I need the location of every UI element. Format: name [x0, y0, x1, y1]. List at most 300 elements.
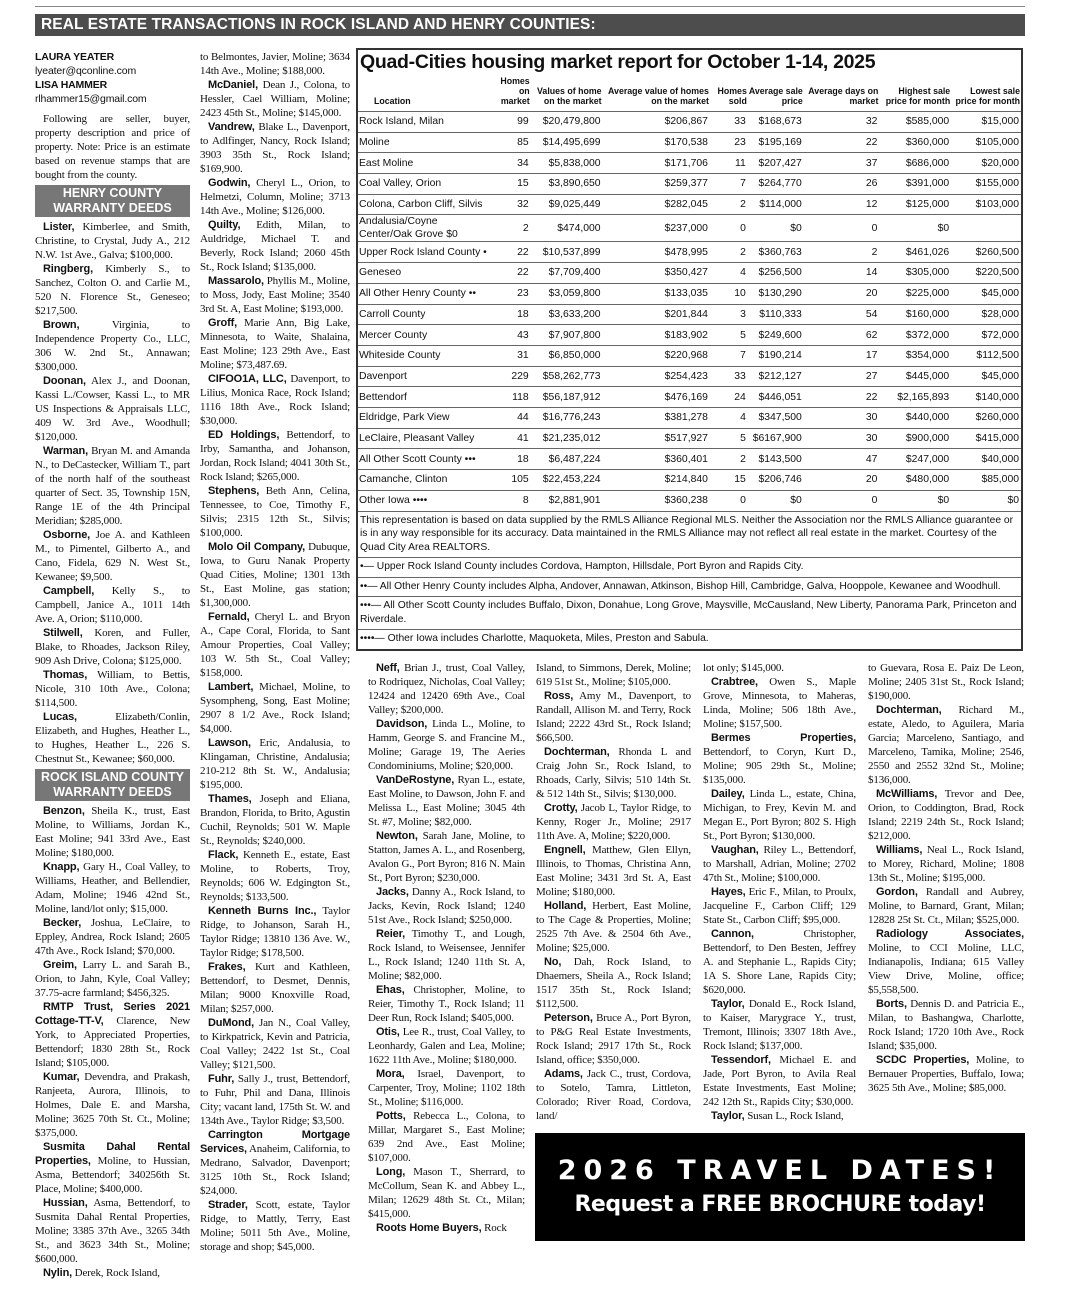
value-cell: 0: [710, 490, 748, 511]
deed-entry: [868, 703, 1024, 787]
value-cell: 27: [804, 366, 880, 387]
deed-details: Kelly S., to Campbell, Janice A., 1011 14th Ave. A, Orion; $110,000.: [35, 585, 190, 625]
seller-name: Mora,: [376, 1068, 405, 1080]
value-cell: 37: [804, 153, 880, 174]
deed-entry: [536, 899, 691, 955]
seller-name: Cannon,: [711, 928, 754, 940]
deed-entry: [35, 1266, 190, 1280]
value-cell: $247,000: [879, 449, 951, 470]
deed-entry: [703, 997, 856, 1053]
deed-entry: [35, 1140, 190, 1196]
seller-name: Brown,: [43, 319, 80, 331]
value-cell: $214,840: [603, 470, 710, 491]
table-row: [358, 132, 1021, 153]
value-cell: 3: [710, 304, 748, 325]
deed-entry: [368, 661, 525, 717]
deed-entry: [35, 220, 190, 262]
deed-details: Jack C., trust, Cordova, to Sotelo, Tamra, Littleton, Colorado; River Road, Cordova, land/: [536, 1068, 691, 1122]
table-row: [358, 325, 1021, 346]
value-cell: 7: [710, 174, 748, 195]
author-email[interactable]: lyeater@qconline.com: [35, 65, 137, 77]
table-row: [358, 263, 1021, 284]
seller-name: Vandrew,: [208, 121, 255, 133]
footnote: ••••— Other Iowa includes Charlotte, Maquoketa, Miles, Preston and Sabula.: [358, 629, 1021, 649]
location-cell: Moline: [358, 132, 489, 153]
deed-details: Joshua, LeClaire, to Eppley, Andrea, Rock Island; 2605 47th Ave., Rock Island; $70,000.: [35, 917, 190, 957]
seller-name: Neff,: [376, 662, 400, 674]
value-cell: $133,035: [603, 283, 710, 304]
value-cell: $140,000: [951, 387, 1021, 408]
seller-name: Gordon,: [876, 886, 918, 898]
value-cell: 22: [804, 387, 880, 408]
value-cell: $391,000: [879, 174, 951, 195]
value-cell: $130,290: [748, 283, 804, 304]
value-cell: $476,169: [603, 387, 710, 408]
deed-entry: [35, 710, 190, 766]
deed-entry: [868, 787, 1024, 843]
deed-entry: [368, 983, 525, 1025]
seller-name: Knapp,: [43, 861, 80, 873]
value-cell: $415,000: [951, 428, 1021, 449]
deed-entry: [368, 1165, 525, 1221]
seller-name: McWilliams,: [876, 788, 938, 800]
value-cell: 54: [804, 304, 880, 325]
column-4: [536, 661, 691, 1123]
value-cell: $225,000: [879, 283, 951, 304]
deed-details: Michael E. and Jade, Port Byron, to Avila Real Estate Investments, East Moline; 242 12th St., Rapids City; $30,000.: [703, 1054, 857, 1108]
deed-entry: [200, 274, 350, 316]
deed-entry: [200, 680, 350, 736]
value-cell: $56,187,912: [531, 387, 603, 408]
value-cell: $0: [951, 490, 1021, 511]
seller-name: Lawson,: [208, 737, 251, 749]
value-cell: $446,051: [748, 387, 804, 408]
seller-name: Ross,: [544, 690, 574, 702]
deed-details: Neal L., Rock Island, to Morey, Richard, Moline; 1808 13th St., Moline; $195,000.: [868, 844, 1024, 884]
deed-entry: [200, 1198, 350, 1254]
deed-entry: [35, 860, 190, 916]
deed-entry: [200, 960, 350, 1016]
deed-entry: [703, 1109, 856, 1123]
value-cell: $3,890,650: [531, 174, 603, 195]
value-cell: $168,673: [748, 112, 804, 133]
seller-name: Godwin,: [208, 177, 251, 189]
value-cell: $28,000: [951, 304, 1021, 325]
value-cell: $10,537,899: [531, 242, 603, 263]
value-cell: $0: [879, 215, 951, 242]
value-cell: $21,235,012: [531, 428, 603, 449]
value-cell: $360,238: [603, 490, 710, 511]
rock-island-deeds-list: [703, 661, 856, 1123]
deed-entry: [35, 1070, 190, 1140]
deed-details: Anaheim, California, to Medrano, Salvador, Davenport; 3125 10th St., Rock Island; $24,000.: [200, 1143, 350, 1197]
seller-name: ED Holdings,: [208, 429, 280, 441]
seller-name: Adams,: [544, 1068, 583, 1080]
value-cell: 30: [804, 407, 880, 428]
value-cell: 229: [489, 366, 531, 387]
value-cell: $480,000: [879, 470, 951, 491]
footnote: ••— All Other Henry County includes Alpha, Andover, Annawan, Atkinson, Bishop Hill, Cambridge, Galva, Hooppole, Kewanee and Woodhull.: [358, 577, 1021, 597]
seller-name: Dochterman,: [544, 746, 610, 758]
deed-entry: [35, 1196, 190, 1266]
value-cell: $160,000: [879, 304, 951, 325]
seller-name: DuMond,: [208, 1017, 254, 1029]
value-cell: 5: [710, 428, 748, 449]
deed-entry: [35, 374, 190, 444]
value-cell: $170,538: [603, 132, 710, 153]
value-cell: $445,000: [879, 366, 951, 387]
value-cell: $585,000: [879, 112, 951, 133]
deed-details: Gary H., Coal Valley, to Williams, Heather, and Bellendier, Adam, Moline; 1946 42nd St., Moline, land/lot only; $15,000.: [35, 861, 190, 915]
value-cell: $7,709,400: [531, 263, 603, 284]
value-cell: $220,500: [951, 263, 1021, 284]
byline-1: LAURA YEATER lyeater@qconline.com: [35, 51, 137, 77]
seller-name: Molo Oil Company,: [208, 541, 306, 553]
table-row: [358, 215, 1021, 242]
value-cell: 43: [489, 325, 531, 346]
table-row: [358, 407, 1021, 428]
value-cell: $125,000: [879, 194, 951, 215]
deed-entry: [868, 885, 1024, 927]
location-cell: Colona, Carbon Cliff, Silvis: [358, 194, 489, 215]
column-2: [200, 50, 350, 1254]
table-row: [358, 366, 1021, 387]
deed-details: Dennis D. and Patricia E., Milan, to Bashangwa, Charlotte, Rock Island; 1720 10th Ave., Rock Island; $35,000.: [868, 998, 1024, 1052]
location-cell: Mercer County: [358, 325, 489, 346]
deed-details: Bettendorf, to Irby, Samantha, and Johanson, Jordan, Rock Island; 4041 30th St., Rock Island; $265,000.: [200, 429, 350, 483]
value-cell: $40,000: [951, 449, 1021, 470]
seller-name: Newton,: [376, 830, 418, 842]
value-cell: $22,453,224: [531, 470, 603, 491]
deed-details: Jacob L, Taylor Ridge, to Kenny, Roger Jr., Moline; 2917 11th Ave. A, Moline; $220,000.: [536, 802, 692, 842]
value-cell: $14,495,699: [531, 132, 603, 153]
deed-details: Timothy T., and Lough, Rock Island, to Weisensee, Jennifer L., Rock Island; 1240 11th St. A, Moline; $82,000.: [368, 928, 525, 982]
deed-details: Asma, Bettendorf, to Susmita Dahal Rental Properties, Moline; 3385 37th Ave., 3265 34th St., and 3623 34th St., Moline; $600,000.: [35, 1197, 190, 1265]
deed-details: Kurt and Kathleen, Bettendorf, to Desmet, Dennis, Milan; 9000 Knoxville Road, Milan; $257,000.: [200, 961, 350, 1015]
deed-details: Christopher, Bettendorf, to Den Besten, Jeffrey A. and Stephanie L., Rapids City; 1A S. Shore Lane, Rapids City; $620,000.: [703, 928, 856, 996]
value-cell: 44: [489, 407, 531, 428]
value-cell: $260,000: [951, 407, 1021, 428]
seller-name: Lambert,: [208, 681, 254, 693]
value-cell: $20,000: [951, 153, 1021, 174]
value-cell: 20: [804, 470, 880, 491]
rock-island-deeds-list: [868, 661, 1024, 1095]
section-header-henry: HENRY COUNTY WARRANTY DEEDS: [35, 185, 190, 217]
section-header-rock-island: ROCK ISLAND COUNTY WARRANTY DEEDS: [35, 769, 190, 801]
value-cell: $103,000: [951, 194, 1021, 215]
deed-entry: [703, 1053, 856, 1109]
value-cell: $461,026: [879, 242, 951, 263]
deed-entry: [703, 885, 856, 927]
rock-island-deeds-list: [536, 661, 691, 1123]
deed-details: Edith, Milan, to Auldridge, Michael T. and Beverly, Rock Island; 2060 45th St., Rock Island; $135,000.: [200, 219, 350, 273]
value-cell: $282,045: [603, 194, 710, 215]
deed-details: Scott, estate, Taylor Ridge, to Mattly, Terry, East Moline; 5011 5th Ave., Moline, storage and shop; $45,000.: [200, 1199, 350, 1253]
value-cell: 34: [489, 153, 531, 174]
deed-entry: [35, 1000, 190, 1070]
deed-entry: [35, 916, 190, 958]
deed-entry: [35, 804, 190, 860]
value-cell: $372,000: [879, 325, 951, 346]
value-cell: $478,995: [603, 242, 710, 263]
seller-name: Stephens,: [208, 485, 260, 497]
value-cell: 15: [489, 174, 531, 195]
deed-entry: [200, 484, 350, 540]
deed-details: Richard M., estate, Aledo, to Aguilera, Maria Garcia; Marceleno, Santiago, and Marceleno, Tamika, Moline; 2546, 2550 and 2552 32nd St., Moline; $136,000.: [868, 704, 1024, 786]
deed-entry: [703, 843, 856, 885]
table-row: [358, 449, 1021, 470]
deed-details: Israel, Davenport, to Carpenter, Troy, Moline; 1102 18th St., Moline; $116,000.: [368, 1068, 525, 1108]
value-cell: 11: [710, 153, 748, 174]
deed-details: Derek, Rock Island,: [74, 1267, 160, 1279]
deed-details: to Guevara, Rosa E. Paiz De Leon, Moline; 2405 31st St., Rock Island; $190,000.: [868, 662, 1024, 702]
column-header: Average value of homes on the market: [608, 86, 709, 106]
deed-entry: [35, 626, 190, 668]
deed-entry: [868, 1053, 1024, 1095]
value-cell: $45,000: [951, 366, 1021, 387]
deed-details: Devendra, and Prakash, Ranjeeta, Aurora, Illinois, to Holmes, Dale E. and Marsha, Moline; 3625 70th St. Ct., Moline; $375,000.: [35, 1071, 190, 1139]
location-cell: Camanche, Clinton: [358, 470, 489, 491]
deed-details: Bruce A., Port Byron, to P&G Real Estate Investments, Rock Island; 2917 17th St., Rock Island, office; $350,000.: [536, 1012, 691, 1066]
value-cell: $155,000: [951, 174, 1021, 195]
seller-name: Nylin,: [43, 1267, 73, 1279]
deed-details: Sheila K., trust, East Moline, to Williams, Jordan K., East Moline; 941 33rd Ave., East Moline; $180,000.: [35, 805, 190, 859]
table-row: [358, 194, 1021, 215]
seller-name: Potts,: [376, 1110, 406, 1122]
deed-details: Donald E., Rock Island, to Kaiser, Marygrace Y., trust, Tremont, Illinois; 3307 18th Ave., Rock Island; $137,000.: [703, 998, 856, 1052]
value-cell: $354,000: [879, 345, 951, 366]
deed-details: Mason T., Sherrard, to McCollum, Sean K. and Abbey L., Milan; 12629 48th St. Ct., Milan; $415,000.: [368, 1166, 525, 1220]
seller-name: SCDC Properties,: [876, 1054, 970, 1066]
value-cell: 2: [710, 194, 748, 215]
location-cell: All Other Scott County •••: [358, 449, 489, 470]
column-header: Homes on market: [500, 76, 530, 106]
deed-details: Joseph and Eliana, Brandon, Florida, to Brito, Agustin Cuchil, Reynolds; 501 W. Maple St., Reynolds; $240,000.: [200, 793, 350, 847]
value-cell: $360,000: [879, 132, 951, 153]
seller-name: CIFOO1A, LLC,: [208, 373, 287, 385]
seller-name: Carrington Mortgage Services,: [200, 1129, 350, 1155]
deed-details: Kimberly S., to Sanchez, Colton O. and Carlie M., 520 N. Florence St., Geneseo; $217,500.: [35, 263, 190, 317]
table-row: [358, 112, 1021, 133]
deed-entry: [536, 1011, 691, 1067]
deed-details: Owen S., Maple Grove, Minnesota, to Maheras, Linda, Moline; 506 18th Ave., Moline; $157,500.: [703, 676, 857, 730]
seller-name: Thomas,: [43, 669, 88, 681]
seller-name: Groff,: [208, 317, 238, 329]
deed-entry: [35, 958, 190, 1000]
seller-name: Doonan,: [43, 375, 86, 387]
value-cell: 10: [710, 283, 748, 304]
deed-details: Rebecca L., Colona, to Millar, Margaret S., East Moline; 639 2nd Ave., East Moline; $107,000.: [368, 1110, 526, 1164]
seller-name: Jacks,: [376, 886, 409, 898]
deed-details: Moline, to CCI Moline, LLC, Indianapolis, Indiana; 615 Valley View Drive, Moline, office; $5,558,500.: [868, 942, 1024, 996]
value-cell: $72,000: [951, 325, 1021, 346]
seller-name: Peterson,: [544, 1012, 593, 1024]
value-cell: 26: [804, 174, 880, 195]
value-cell: $15,000: [951, 112, 1021, 133]
value-cell: $256,500: [748, 263, 804, 284]
value-cell: $7,907,800: [531, 325, 603, 346]
value-cell: 32: [489, 194, 531, 215]
byline-2: LISA HAMMER rlhammer15@gmail.com: [35, 79, 147, 105]
value-cell: 17: [804, 345, 880, 366]
deed-entry: [200, 610, 350, 680]
deed-details: Danny A., Rock Island, to Jacks, Kevin, Rock Island; 1240 51st Ave., Rock Island; $250,000.: [368, 886, 525, 926]
value-cell: $0: [879, 490, 951, 511]
deed-details: Matthew, Glen Ellyn, Illinois, to Thomas, Christina Ann, East Moline; 3431 3rd St. A, East Moline; $180,000.: [536, 844, 691, 898]
value-cell: $260,500: [951, 242, 1021, 263]
seller-name: Strader,: [208, 1199, 248, 1211]
seller-name: Davidson,: [376, 718, 428, 730]
deed-details: Riley L., Bettendorf, to Marshall, Adrian, Moline; 2702 47th St., Moline; $100,000.: [703, 844, 856, 884]
travel-ad-banner[interactable]: [535, 1133, 1025, 1241]
value-cell: 20: [804, 283, 880, 304]
seller-name: Vaughan,: [711, 844, 759, 856]
deed-entry: [200, 372, 350, 428]
seller-name: Borts,: [876, 998, 907, 1010]
deed-details: Kimberlee, and Smith, Christine, to Crystal, Judy A., 212 N.W. 1st Ave., Galva; $100,000.: [35, 221, 190, 261]
deed-entry: [536, 801, 691, 843]
deed-details: Blake L., Davenport, to Adlfinger, Nancy, Rock Island; 3903 35th St., Rock Island; $169,900.: [200, 121, 350, 175]
value-cell: $183,902: [603, 325, 710, 346]
deed-details: Moline, to Hussian, Asma, Bettendorf; 340256th St. Place, Moline; $400,000.: [35, 1155, 190, 1195]
seller-name: Roots Home Buyers,: [376, 1222, 482, 1234]
value-cell: 8: [489, 490, 531, 511]
value-cell: $201,844: [603, 304, 710, 325]
seller-name: Campbell,: [43, 585, 95, 597]
value-cell: $2,165,893: [879, 387, 951, 408]
seller-name: No,: [544, 956, 562, 968]
deed-details: Brian J., trust, Coal Valley, to Rodriquez, Nicholas, Coal Valley; 12424 and 12420 69th Ave., Coal Valley; $200,000.: [368, 662, 525, 716]
location-cell: Other Iowa ••••: [358, 490, 489, 511]
value-cell: 31: [489, 345, 531, 366]
seller-name: Fernald,: [208, 611, 250, 623]
deed-entry: [35, 444, 190, 528]
disclaimer-note: This representation is based on data supplied by the RMLS Alliance Regional MLS. Neither the Association nor the RMLS Alliance guarantee or is in any way responsible for its accuracy. Data maintained in the RMLS Alliance may not reflect all real estate in the market. Courtesy of the Quad City Area REALTORS.: [358, 511, 1021, 558]
deed-entry: [868, 843, 1024, 885]
value-cell: $6167,900: [748, 428, 804, 449]
deed-entry: [368, 885, 525, 927]
value-cell: $3,633,200: [531, 304, 603, 325]
value-cell: 18: [489, 304, 531, 325]
value-cell: 33: [710, 112, 748, 133]
deed-entry: [703, 927, 856, 997]
location-cell: Coal Valley, Orion: [358, 174, 489, 195]
column-3: [368, 661, 525, 1235]
footnote: •••— All Other Scott County includes Buffalo, Dixon, Donahue, Long Grove, Maysville, McCausland, New Liberty, Panorama Park, Princeton and Riverdale.: [358, 596, 1021, 629]
deed-details: Randall and Aubrey, Moline, to Barnard, Grant, Milan; 12828 25t St. Ct., Milan; $525,000.: [868, 886, 1024, 926]
table-row: [358, 470, 1021, 491]
author-email[interactable]: rlhammer15@gmail.com: [35, 93, 147, 105]
value-cell: $195,169: [748, 132, 804, 153]
seller-name: RMTP Trust, Series 2021 Cottage-TT-V,: [35, 1001, 190, 1027]
deed-details: Kenneth E., estate, East Moline, to Roberts, Troy, Reynolds; 606 W. Edgington St., Reynolds; $133,500.: [200, 849, 350, 903]
value-cell: $45,000: [951, 283, 1021, 304]
value-cell: $347,500: [748, 407, 804, 428]
value-cell: [951, 215, 1021, 242]
value-cell: 0: [804, 490, 880, 511]
value-cell: 23: [710, 132, 748, 153]
table-row: [358, 242, 1021, 263]
location-cell: Upper Rock Island County •: [358, 242, 489, 263]
value-cell: $20,479,800: [531, 112, 603, 133]
column-5: [703, 661, 856, 1123]
value-cell: $6,850,000: [531, 345, 603, 366]
value-cell: 62: [804, 325, 880, 346]
value-cell: $114,000: [748, 194, 804, 215]
deed-details: Koren, and Fuller, Blake, to Rhoades, Jackson Riley, 909 Ash Drive, Colona; $125,000.: [35, 627, 190, 667]
seller-name: Ehas,: [376, 984, 405, 996]
seller-name: Osborne,: [43, 529, 91, 541]
deed-entry: [35, 262, 190, 318]
deed-entry: [200, 540, 350, 610]
deed-entry: [536, 955, 691, 1011]
seller-name: Fuhr,: [208, 1073, 235, 1085]
value-cell: $110,333: [748, 304, 804, 325]
value-cell: $58,262,773: [531, 366, 603, 387]
deed-entry: [368, 1067, 525, 1109]
location-cell: Eldridge, Park View: [358, 407, 489, 428]
deed-details: Bettendorf, to Coryn, Kurt D., Moline; 905 29th St., Moline; $135,000.: [703, 746, 856, 786]
deed-details: Island, to Simmons, Derek, Moline; 619 51st St., Moline; $105,000.: [536, 662, 691, 688]
deed-details: Eric F., Milan, to Proulx, Jacqueline F., Carbon Cliff; 129 State St., Carbon Cliff; $95,000.: [703, 886, 856, 926]
deed-entry: [368, 717, 525, 773]
value-cell: 12: [804, 194, 880, 215]
value-cell: 2: [804, 242, 880, 263]
rock-island-deeds-list: [200, 50, 350, 1254]
ad-cta[interactable]: Request a FREE BROCHURE today!: [574, 1192, 986, 1217]
value-cell: $9,025,449: [531, 194, 603, 215]
value-cell: $112,500: [951, 345, 1021, 366]
deed-entry: [35, 584, 190, 626]
deed-entry: [868, 997, 1024, 1053]
value-cell: 85: [489, 132, 531, 153]
deed-details: Davenport, to Lilius, Monica Race, Rock Island; 1116 18th Ave., Rock Island; $30,000.: [200, 373, 350, 427]
deed-details: Joe A. and Kathleen M., to Pimentel, Gilberto A., and Cano, Fidela, 629 N. West St., Kewanee; $9,500.: [35, 529, 190, 583]
ad-headline: 2026 TRAVEL DATES!: [557, 1155, 1003, 1186]
deed-entry: [536, 689, 691, 745]
table-row: [358, 345, 1021, 366]
value-cell: 22: [489, 242, 531, 263]
deed-details: William, to Bettis, Nicole, 310 10th Ave., Colona; $114,500.: [35, 669, 191, 709]
value-cell: $254,423: [603, 366, 710, 387]
deed-entry: [200, 428, 350, 484]
deed-details: Taylor Ridge, to Johanson, Sarah H., Taylor Ridge; 13810 136 Ave. W., Taylor Ridge; $178,500.: [200, 905, 350, 959]
deed-details: Rock: [484, 1222, 507, 1234]
seller-name: Williams,: [876, 844, 923, 856]
deed-entry: [368, 927, 525, 983]
value-cell: $360,763: [748, 242, 804, 263]
deed-entry: [200, 736, 350, 792]
deed-details: Amy M., Davenport, to Randall, Allison M. and Terry, Rock Island; 2222 43rd St., Rock Island; $66,500.: [536, 690, 691, 744]
seller-name: Dailey,: [711, 788, 745, 800]
value-cell: 5: [710, 325, 748, 346]
seller-name: Taylor,: [711, 998, 745, 1010]
deed-details: Marie Ann, Big Lake, Minnesota, to Waite, Shalaina, East Moline; 123 29th Ave., East Moline; $73,487.69.: [200, 317, 350, 371]
seller-name: Holland,: [544, 900, 587, 912]
seller-name: Dochterman,: [876, 704, 942, 716]
deed-details: Lee R., trust, Coal Valley, to Leonhardy, Galen and Lea, Moline; 1622 11th Ave., Moline; $180,000.: [368, 1026, 525, 1066]
location-cell: LeClaire, Pleasant Valley: [358, 428, 489, 449]
value-cell: 2: [710, 242, 748, 263]
seller-name: Thames,: [208, 793, 252, 805]
seller-name: Taylor,: [711, 1110, 745, 1122]
deed-entry: [368, 773, 525, 829]
deed-entry: [536, 1067, 691, 1123]
deed-details: Bryan M. and Amanda N., to DeCastecker, William T., part of the north half of the southeast quarter of Sect. 35, Township 15N, Range 1E of the 4th Principal Meridian; $285,000.: [35, 445, 190, 527]
deed-details: Phyllis M., Moline, to Moss, Jody, East Moline; 3540 3rd St. A, East Moline; $193,000.: [200, 275, 350, 315]
deed-entry: [368, 1221, 525, 1235]
seller-name: Greim,: [43, 959, 77, 971]
